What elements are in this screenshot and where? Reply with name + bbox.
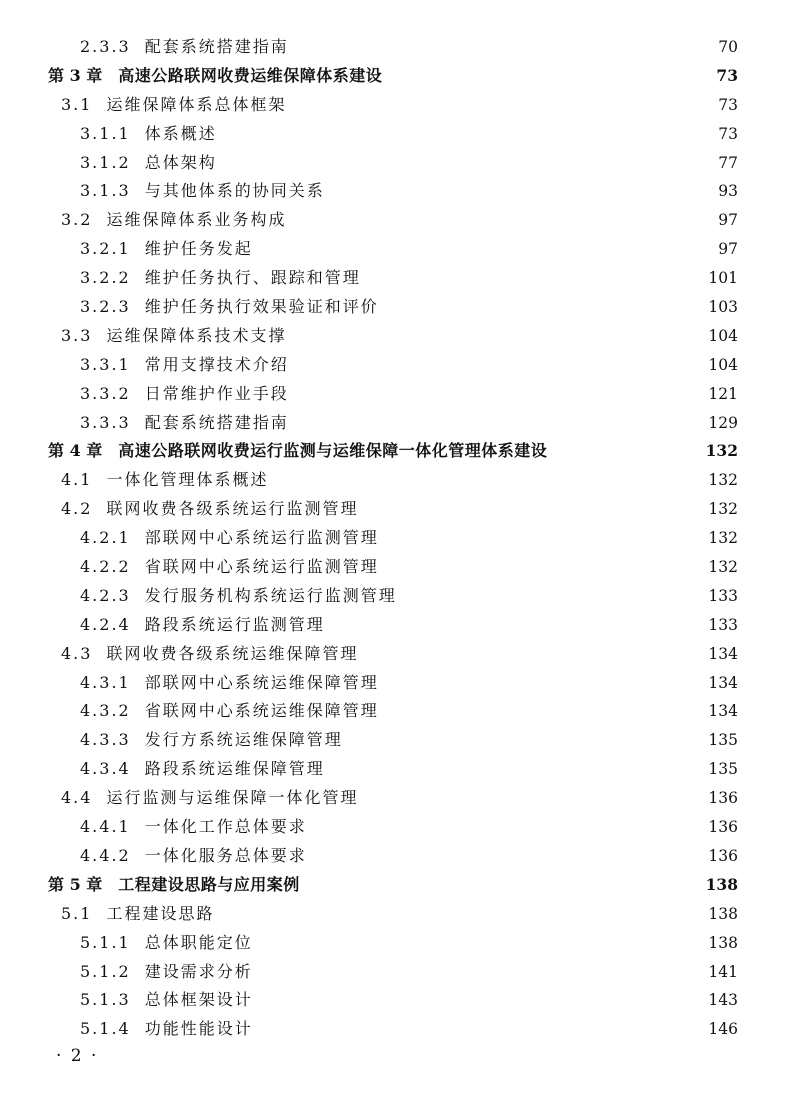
toc-entry-text (80, 409, 295, 438)
toc-section-entry (0, 235, 790, 264)
section-number: 3.2.3 (80, 297, 131, 317)
section-number: 5.1.3 (80, 990, 131, 1010)
toc-entry-text (80, 293, 385, 322)
toc-entry-text (80, 842, 313, 871)
toc-section-entry (0, 206, 790, 235)
toc-section-entry (0, 177, 790, 206)
toc-entry-text (61, 322, 292, 351)
toc-entry-text (48, 62, 388, 91)
section-title: 维护任务发起 (144, 239, 253, 259)
toc-chapter-entry (0, 62, 790, 91)
toc-entry-text (80, 264, 367, 293)
section-title: 发行服务机构系统运行监测管理 (144, 585, 397, 605)
section-number: 4.2.3 (80, 585, 131, 605)
toc-section-entry (0, 611, 790, 640)
section-number: 4.3.1 (80, 672, 131, 692)
toc-section-entry (0, 813, 790, 842)
page-ref: 97 (690, 206, 738, 235)
toc-entry-text (61, 640, 364, 669)
section-title: 总体职能定位 (144, 932, 253, 952)
section-number: 3.3.2 (80, 383, 131, 403)
toc-section-entry (0, 293, 790, 322)
page-ref: 132 (690, 466, 738, 495)
page-number: · 2 · (56, 1046, 99, 1066)
toc-section-entry (0, 380, 790, 409)
toc-entry-text (80, 813, 313, 842)
page-ref: 146 (690, 1015, 738, 1044)
toc-section-entry (0, 264, 790, 293)
toc-section-entry (0, 409, 790, 438)
toc-entry-text (80, 120, 223, 149)
page-ref: 135 (690, 755, 738, 784)
toc-entry-text (80, 553, 385, 582)
page-ref: 138 (690, 900, 738, 929)
toc-section-entry (0, 1015, 790, 1044)
section-title: 总体架构 (144, 152, 217, 172)
section-title: 与其他体系的协同关系 (144, 181, 325, 201)
toc-section-entry (0, 900, 790, 929)
page-ref: 138 (690, 871, 738, 900)
toc-entry-text (80, 524, 385, 553)
toc-section-entry (0, 322, 790, 351)
toc-entry-text (80, 697, 385, 726)
page-ref: 133 (690, 582, 738, 611)
section-number: 5.1.4 (80, 1019, 131, 1039)
section-number: 4.3 (61, 643, 93, 663)
section-title: 路段系统运行监测管理 (144, 614, 325, 634)
section-number: 4.2.1 (80, 528, 131, 548)
toc-entry-text (80, 669, 385, 698)
toc-section-entry (0, 33, 790, 62)
toc-section-entry (0, 149, 790, 178)
section-number: 3.1 (61, 94, 93, 114)
page-ref: 73 (690, 120, 738, 149)
page-ref: 104 (690, 322, 738, 351)
toc-entry-text (61, 495, 364, 524)
toc-section-entry (0, 958, 790, 987)
section-number: 4.3.4 (80, 759, 131, 779)
section-number: 3.2.2 (80, 268, 131, 288)
page-ref: 134 (690, 669, 738, 698)
section-title: 省联网中心系统运维保障管理 (144, 701, 379, 721)
section-number: 3.1.1 (80, 123, 131, 143)
section-title: 运维保障体系总体框架 (106, 94, 287, 114)
page-ref: 132 (690, 437, 738, 466)
page-ref: 73 (690, 91, 738, 120)
page-ref: 138 (690, 929, 738, 958)
section-title: 一体化工作总体要求 (144, 817, 307, 837)
page-ref: 136 (690, 784, 738, 813)
section-title: 高速公路联网收费运行监测与运维保障一体化管理体系建设 (118, 441, 548, 461)
toc-entry-text (80, 33, 295, 62)
section-title: 维护任务执行、跟踪和管理 (144, 268, 361, 288)
toc-section-entry (0, 524, 790, 553)
section-number: 5.1 (61, 903, 93, 923)
page-ref: 77 (690, 149, 738, 178)
section-number: 3.3 (61, 325, 93, 345)
page-ref: 121 (690, 380, 738, 409)
section-number: 2.3.3 (80, 37, 131, 56)
toc-entry-text (61, 784, 364, 813)
section-title: 常用支撑技术介绍 (144, 354, 289, 374)
toc-section-entry (0, 582, 790, 611)
page-ref: 70 (690, 33, 738, 62)
section-title: 体系概述 (144, 123, 217, 143)
section-title: 一体化服务总体要求 (144, 845, 307, 865)
toc-section-entry (0, 553, 790, 582)
section-title: 省联网中心系统运行监测管理 (144, 557, 379, 577)
toc-chapter-entry (0, 871, 790, 900)
section-title: 功能性能设计 (144, 1019, 253, 1039)
section-number: 5.1.1 (80, 932, 131, 952)
toc-section-entry (0, 986, 790, 1015)
section-title: 维护任务执行效果验证和评价 (144, 297, 379, 317)
section-number: 第 4 章 (48, 441, 103, 461)
section-number: 第 3 章 (48, 65, 103, 85)
toc-entry-text (80, 235, 259, 264)
page-ref: 97 (690, 235, 738, 264)
section-number: 3.2.1 (80, 239, 131, 259)
toc-section-entry (0, 640, 790, 669)
page-ref: 103 (690, 293, 738, 322)
toc-section-entry (0, 784, 790, 813)
section-title: 配套系统搭建指南 (144, 37, 289, 56)
toc-section-entry (0, 466, 790, 495)
toc-entry-text (80, 582, 403, 611)
toc-entry-text (80, 755, 331, 784)
toc-entry-text (80, 177, 331, 206)
section-number: 4.2 (61, 499, 93, 519)
page-ref: 143 (690, 986, 738, 1015)
toc-section-entry (0, 726, 790, 755)
section-number: 5.1.2 (80, 961, 131, 981)
toc-entry-text (61, 91, 292, 120)
section-title: 建设需求分析 (144, 961, 253, 981)
section-title: 联网收费各级系统运行监测管理 (106, 499, 359, 519)
section-title: 高速公路联网收费运维保障体系建设 (118, 65, 383, 85)
toc-section-entry (0, 669, 790, 698)
section-number: 4.2.2 (80, 557, 131, 577)
section-title: 运维保障体系业务构成 (106, 210, 287, 230)
toc-entry-text (48, 871, 306, 900)
toc-entry-text (80, 380, 295, 409)
section-number: 3.1.2 (80, 152, 131, 172)
toc-entry-text (80, 986, 259, 1015)
table-of-contents (0, 33, 790, 1044)
toc-entry-text (61, 466, 274, 495)
section-number: 4.4 (61, 788, 93, 808)
section-title: 路段系统运维保障管理 (144, 759, 325, 779)
toc-entry-text (80, 351, 295, 380)
page-ref: 141 (690, 958, 738, 987)
toc-entry-text (80, 1015, 259, 1044)
section-title: 工程建设思路与应用案例 (118, 874, 300, 894)
toc-section-entry (0, 697, 790, 726)
section-title: 工程建设思路 (106, 903, 215, 923)
section-number: 4.4.2 (80, 845, 131, 865)
toc-entry-text (80, 149, 223, 178)
section-title: 联网收费各级系统运维保障管理 (106, 643, 359, 663)
page-ref: 93 (690, 177, 738, 206)
section-number: 第 5 章 (48, 874, 103, 894)
toc-section-entry (0, 929, 790, 958)
toc-section-entry (0, 495, 790, 524)
page-ref: 132 (690, 553, 738, 582)
page-ref: 132 (690, 524, 738, 553)
section-title: 部联网中心系统运行监测管理 (144, 528, 379, 548)
page-ref: 136 (690, 842, 738, 871)
section-title: 运行监测与运维保障一体化管理 (106, 788, 359, 808)
page-ref: 134 (690, 640, 738, 669)
page-ref: 134 (690, 697, 738, 726)
section-number: 3.3.3 (80, 412, 131, 432)
section-number: 4.4.1 (80, 817, 131, 837)
section-number: 3.2 (61, 210, 93, 230)
page-ref: 73 (690, 62, 738, 91)
toc-section-entry (0, 91, 790, 120)
section-number: 3.1.3 (80, 181, 131, 201)
section-title: 发行方系统运维保障管理 (144, 730, 343, 750)
toc-entry-text (61, 900, 220, 929)
section-title: 总体框架设计 (144, 990, 253, 1010)
page-ref: 104 (690, 351, 738, 380)
section-title: 配套系统搭建指南 (144, 412, 289, 432)
toc-entry-text (80, 958, 259, 987)
section-title: 运维保障体系技术支撑 (106, 325, 287, 345)
toc-section-entry (0, 351, 790, 380)
page-ref: 132 (690, 495, 738, 524)
page-ref: 129 (690, 409, 738, 438)
toc-section-entry (0, 842, 790, 871)
section-number: 4.3.3 (80, 730, 131, 750)
section-number: 4.1 (61, 470, 93, 490)
section-title: 一体化管理体系概述 (106, 470, 269, 490)
section-title: 日常维护作业手段 (144, 383, 289, 403)
section-title: 部联网中心系统运维保障管理 (144, 672, 379, 692)
section-number: 4.2.4 (80, 614, 131, 634)
toc-entry-text (61, 206, 292, 235)
page-ref: 135 (690, 726, 738, 755)
toc-entry-text (80, 929, 259, 958)
page-ref: 101 (690, 264, 738, 293)
toc-chapter-entry (0, 437, 790, 466)
page-ref: 133 (690, 611, 738, 640)
toc-section-entry (0, 120, 790, 149)
toc-entry-text (80, 611, 331, 640)
toc-entry-text (48, 437, 553, 466)
page-ref: 136 (690, 813, 738, 842)
toc-section-entry (0, 755, 790, 784)
toc-entry-text (80, 726, 349, 755)
section-number: 4.3.2 (80, 701, 131, 721)
section-number: 3.3.1 (80, 354, 131, 374)
